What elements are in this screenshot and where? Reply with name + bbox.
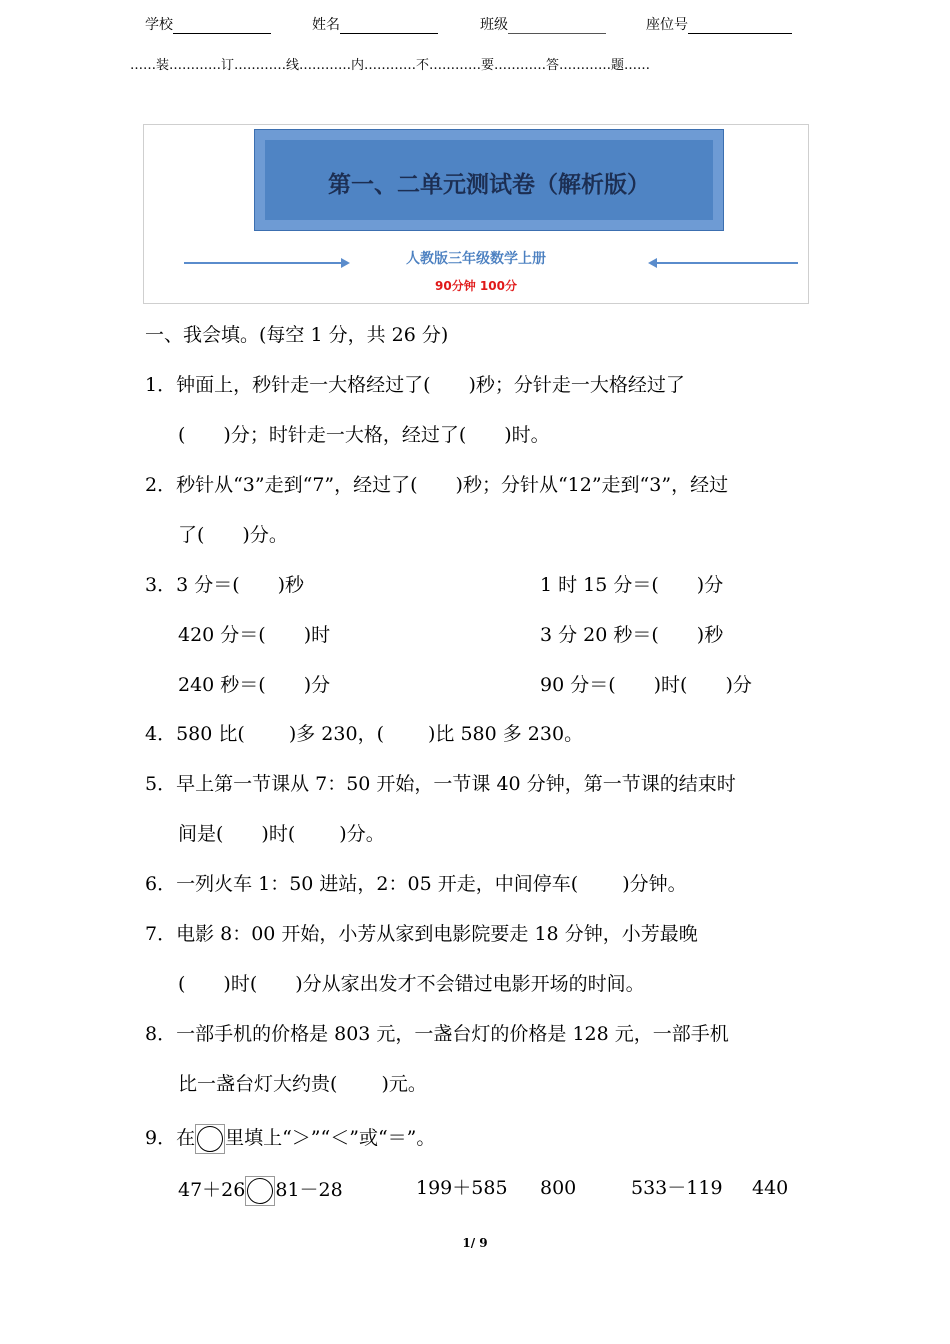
q3-item: 1 时 15 分＝( )分	[540, 574, 724, 596]
q3-item: 90 分＝( )时( )分	[540, 674, 752, 696]
page-title: 第一、二单元测试卷（解析版）	[328, 172, 650, 198]
q2-line1: 2．秒针从“3”走到“7”，经过了( )秒；分针从“12”走到“3”，经过	[145, 474, 729, 496]
q8-line1: 8．一部手机的价格是 803 元，一盏台灯的价格是 128 元，一部手机	[145, 1023, 729, 1045]
section-heading: 一、我会填。(每空 1 分，共 26 分)	[145, 324, 449, 346]
binding-cut-line: ……装…………订…………线…………内…………不…………要…………答…………题……	[130, 58, 650, 73]
q9-expression: 800	[540, 1177, 577, 1199]
q7-line2: ( )时( )分从家出发才不会错过电影开场的时间。	[178, 973, 645, 995]
q2-line2: 了( )分。	[178, 524, 288, 546]
q6-line: 6．一列火车 1：50 进站，2：05 开走，中间停车( )分钟。	[145, 873, 687, 895]
title-banner	[143, 124, 809, 304]
q5-line1: 5．早上第一节课从 7：50 开始，一节课 40 分钟，第一节课的结束时	[145, 773, 736, 795]
compare-circle-input[interactable]	[245, 1176, 275, 1206]
q3-item: 3．3 分＝( )秒	[145, 574, 305, 596]
q1-line2: ( )分；时针走一大格，经过了( )时。	[178, 424, 550, 446]
name-blank[interactable]	[340, 15, 438, 34]
q1-line1: 1．钟面上，秒针走一大格经过了( )秒；分针走一大格经过了	[145, 374, 685, 396]
q3-item: 240 秒＝( )分	[178, 674, 331, 696]
q8-line2: 比一盏台灯大约贵( )元。	[178, 1073, 427, 1095]
student-info-header	[0, 14, 950, 38]
subtitle: 人教版三年级数学上册	[406, 251, 546, 267]
q7-line1: 7．电影 8：00 开始，小芳从家到电影院要走 18 分钟，小芳最晚	[145, 923, 698, 945]
q9-expression: 440	[752, 1177, 789, 1199]
page-number: 1/ 9	[462, 1236, 488, 1250]
q4-line: 4．580 比( )多 230，( )比 580 多 230。	[145, 723, 584, 745]
class-field[interactable]: 班级	[480, 14, 606, 34]
seat-blank[interactable]	[688, 15, 792, 34]
circle-placeholder-icon	[195, 1124, 225, 1154]
school-blank[interactable]	[173, 15, 271, 34]
name-field[interactable]: 姓名	[312, 14, 438, 34]
class-blank[interactable]	[508, 15, 606, 34]
q9-expression: 47＋26 81－28	[178, 1176, 343, 1206]
q5-line2: 间是( )时( )分。	[178, 823, 385, 845]
seat-field[interactable]: 座位号	[646, 14, 792, 34]
q9-expression: 533－119	[631, 1177, 723, 1199]
time-score: 90分钟 100分	[435, 279, 517, 293]
q3-item: 3 分 20 秒＝( )秒	[540, 624, 724, 646]
school-field[interactable]: 学校	[145, 14, 271, 34]
q3-item: 420 分＝( )时	[178, 624, 331, 646]
title-plate	[255, 130, 723, 230]
q9-instruction: 9．在 里填上“＞”“＜”或“＝”。	[145, 1124, 435, 1154]
q9-expression: 199＋585	[416, 1177, 508, 1199]
